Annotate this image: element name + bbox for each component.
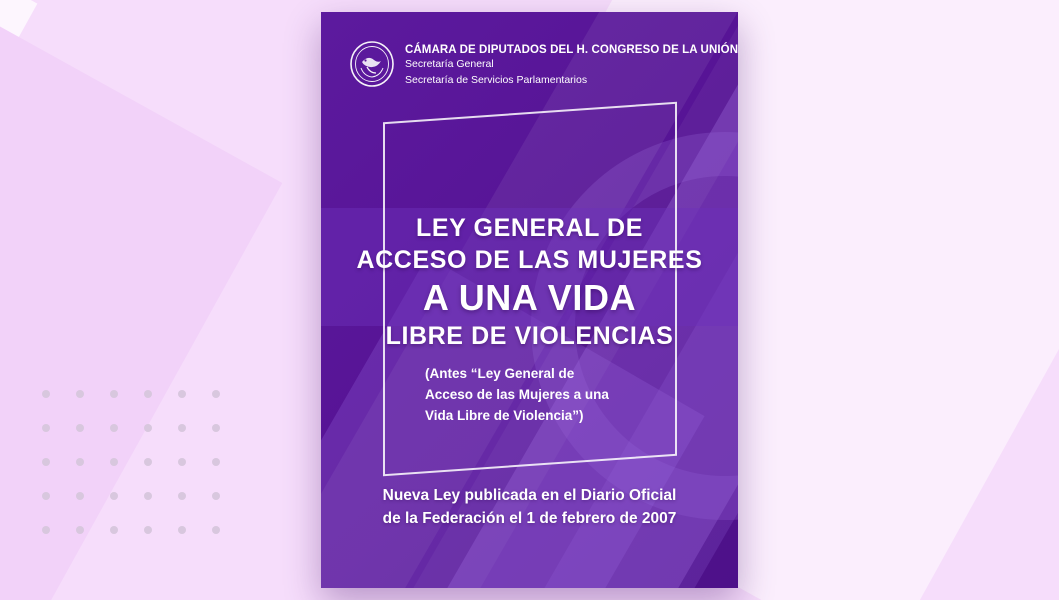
dot	[42, 424, 50, 432]
dot	[42, 526, 50, 534]
book-cover	[321, 12, 738, 588]
subtitle-line-2: Acceso de las Mujeres a una	[425, 386, 609, 402]
dot	[178, 492, 186, 500]
dot	[110, 526, 118, 534]
mexican-coat-of-arms-icon	[349, 40, 395, 88]
issuing-body-line: CÁMARA DE DIPUTADOS DEL H. CONGRESO DE LA UNIÓN	[405, 44, 738, 56]
dot	[42, 492, 50, 500]
dot	[212, 492, 220, 500]
dot	[144, 390, 152, 398]
dot	[212, 424, 220, 432]
dot	[212, 390, 220, 398]
dot	[178, 390, 186, 398]
dot	[76, 424, 84, 432]
decorative-dot-grid	[42, 390, 246, 560]
dot	[110, 492, 118, 500]
dot	[110, 458, 118, 466]
dot	[144, 526, 152, 534]
secretariat-general-line: Secretaría General	[405, 58, 494, 71]
dot	[76, 492, 84, 500]
dot	[76, 526, 84, 534]
cover-header-text	[405, 40, 738, 88]
subtitle-line-1: (Antes “Ley General de	[425, 366, 575, 381]
cover-subtitle	[425, 364, 655, 427]
dot	[212, 458, 220, 466]
cover-publication-note	[321, 484, 738, 531]
publication-line-1: Nueva Ley publicada en el Diario Oficial	[382, 486, 677, 504]
dot	[110, 424, 118, 432]
dot	[178, 458, 186, 466]
dot	[212, 526, 220, 534]
title-line-2: ACCESO DE LAS MUJERES	[356, 246, 703, 274]
parliamentary-services-line: Secretaría de Servicios Parlamentarios	[405, 73, 588, 86]
dot	[144, 492, 152, 500]
cover-title	[321, 212, 738, 352]
subtitle-line-3: Vida Libre de Violencia”)	[425, 407, 584, 423]
dot	[178, 424, 186, 432]
dot	[144, 458, 152, 466]
dot	[76, 390, 84, 398]
title-line-1: LEY GENERAL DE	[416, 214, 643, 242]
cover-header	[349, 40, 738, 88]
dot	[110, 390, 118, 398]
dot	[42, 458, 50, 466]
dot	[144, 424, 152, 432]
title-line-4: LIBRE DE VIOLENCIAS	[385, 321, 674, 350]
dot	[42, 390, 50, 398]
dot	[178, 526, 186, 534]
dot	[76, 458, 84, 466]
title-line-3: A UNA VIDA	[422, 277, 637, 318]
publication-line-2: de la Federación el 1 de febrero de 2007	[382, 509, 677, 527]
